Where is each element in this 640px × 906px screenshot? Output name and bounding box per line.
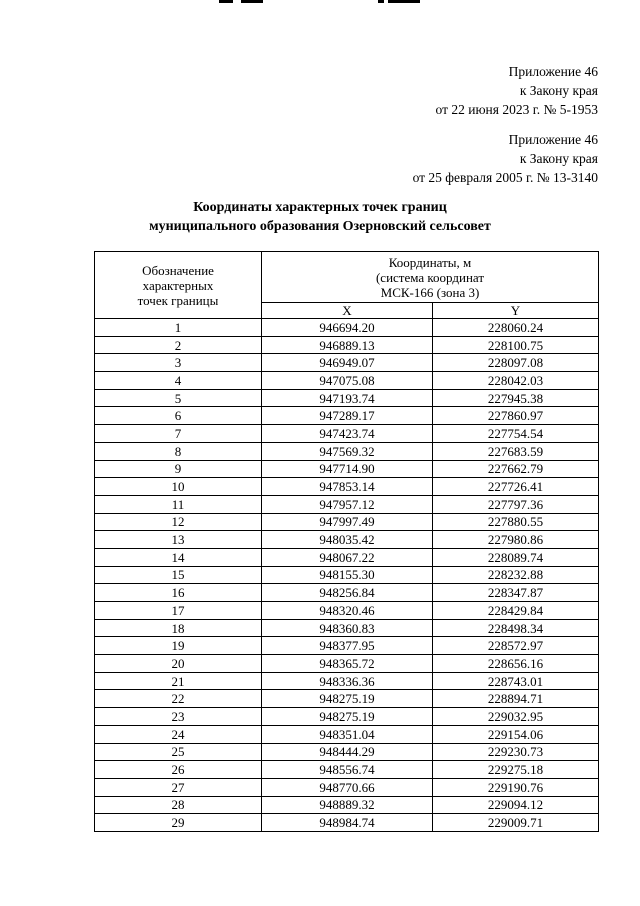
point-number-cell: 25: [95, 743, 262, 761]
y-coordinate-cell: 227683.59: [433, 442, 599, 460]
x-coordinate-cell: 948984.74: [262, 814, 433, 832]
y-coordinate-cell: 227754.54: [433, 425, 599, 443]
x-coordinate-cell: 948360.83: [262, 619, 433, 637]
point-number-cell: 8: [95, 442, 262, 460]
appendix-block-current: [436, 62, 598, 119]
y-coordinate-cell: 227797.36: [433, 495, 599, 513]
point-number-cell: 9: [95, 460, 262, 478]
table-row: [95, 425, 599, 443]
point-number-cell: 7: [95, 425, 262, 443]
scan-mark: [241, 0, 263, 3]
y-coordinate-cell: 228100.75: [433, 336, 599, 354]
table-row: [95, 531, 599, 549]
coordinates-table-body: [95, 319, 599, 832]
table-row: [95, 655, 599, 673]
y-coordinate-cell: 229275.18: [433, 761, 599, 779]
y-coordinate-cell: 227860.97: [433, 407, 599, 425]
point-number-cell: 6: [95, 407, 262, 425]
point-number-cell: 1: [95, 319, 262, 337]
title-line-2: муниципального образования Озерновский сельсовет: [149, 219, 491, 234]
y-coordinate-cell: 229190.76: [433, 778, 599, 796]
point-number-cell: 2: [95, 336, 262, 354]
x-coordinate-cell: 947289.17: [262, 407, 433, 425]
appendix-law-date: от 25 февраля 2005 г. № 13-3140: [412, 170, 598, 185]
table-row: [95, 513, 599, 531]
point-number-cell: 18: [95, 619, 262, 637]
y-coordinate-cell: 228656.16: [433, 655, 599, 673]
table-row: [95, 690, 599, 708]
table-row: [95, 460, 599, 478]
x-coordinate-cell: 946949.07: [262, 354, 433, 372]
table-row: [95, 548, 599, 566]
y-coordinate-cell: 229009.71: [433, 814, 599, 832]
point-number-cell: 16: [95, 584, 262, 602]
x-coordinate-cell: 948889.32: [262, 796, 433, 814]
table-row: [95, 602, 599, 620]
y-coordinate-cell: 227662.79: [433, 460, 599, 478]
appendix-law-ref: к Закону края: [519, 83, 598, 98]
appendix-block-original: [413, 130, 598, 187]
x-coordinate-cell: 948336.36: [262, 672, 433, 690]
table-row: [95, 619, 599, 637]
table-row: [95, 584, 599, 602]
header-point-name: Обозначение характерных точек границы: [95, 252, 262, 319]
x-coordinate-cell: 948320.46: [262, 602, 433, 620]
x-coordinate-cell: 946694.20: [262, 319, 433, 337]
x-coordinate-cell: 948444.29: [262, 743, 433, 761]
x-coordinate-cell: 948275.19: [262, 690, 433, 708]
y-coordinate-cell: 228232.88: [433, 566, 599, 584]
table-row: [95, 743, 599, 761]
table-row: [95, 708, 599, 726]
x-coordinate-cell: 948067.22: [262, 548, 433, 566]
y-coordinate-cell: 229094.12: [433, 796, 599, 814]
scan-mark: [378, 0, 384, 3]
point-number-cell: 14: [95, 548, 262, 566]
table-row: [95, 566, 599, 584]
table-row: [95, 478, 599, 496]
y-coordinate-cell: 228894.71: [433, 690, 599, 708]
header-y: Y: [433, 303, 599, 319]
x-coordinate-cell: 948377.95: [262, 637, 433, 655]
y-coordinate-cell: 228060.24: [433, 319, 599, 337]
x-coordinate-cell: 948155.30: [262, 566, 433, 584]
point-number-cell: 21: [95, 672, 262, 690]
header-coordinates: Координаты, м (система координат МСК-166 (зона 3): [262, 252, 599, 303]
y-coordinate-cell: 228743.01: [433, 672, 599, 690]
x-coordinate-cell: 947193.74: [262, 389, 433, 407]
table-row: [95, 672, 599, 690]
table-row: [95, 407, 599, 425]
point-number-cell: 12: [95, 513, 262, 531]
x-coordinate-cell: 947569.32: [262, 442, 433, 460]
point-number-cell: 13: [95, 531, 262, 549]
point-number-cell: 5: [95, 389, 262, 407]
y-coordinate-cell: 229230.73: [433, 743, 599, 761]
appendix-number: Приложение 46: [508, 132, 598, 147]
point-number-cell: 4: [95, 372, 262, 390]
title-line-1: Координаты характерных точек границ: [193, 200, 447, 215]
x-coordinate-cell: 948275.19: [262, 708, 433, 726]
appendix-law-ref: к Закону края: [519, 151, 598, 166]
appendix-law-date: от 22 июня 2023 г. № 5-1953: [435, 102, 598, 117]
x-coordinate-cell: 947853.14: [262, 478, 433, 496]
appendix-number: Приложение 46: [508, 64, 598, 79]
scan-mark: [388, 0, 420, 3]
table-row: [95, 319, 599, 337]
table-row: [95, 814, 599, 832]
header-x: X: [262, 303, 433, 319]
x-coordinate-cell: 948351.04: [262, 725, 433, 743]
point-number-cell: 19: [95, 637, 262, 655]
table-row: [95, 389, 599, 407]
table-row: [95, 442, 599, 460]
y-coordinate-cell: 227880.55: [433, 513, 599, 531]
x-coordinate-cell: 948256.84: [262, 584, 433, 602]
x-coordinate-cell: 948035.42: [262, 531, 433, 549]
x-coordinate-cell: 948365.72: [262, 655, 433, 673]
y-coordinate-cell: 228042.03: [433, 372, 599, 390]
x-coordinate-cell: 946889.13: [262, 336, 433, 354]
point-number-cell: 23: [95, 708, 262, 726]
table-row: [95, 354, 599, 372]
point-number-cell: 26: [95, 761, 262, 779]
x-coordinate-cell: 948770.66: [262, 778, 433, 796]
point-number-cell: 22: [95, 690, 262, 708]
y-coordinate-cell: 227945.38: [433, 389, 599, 407]
x-coordinate-cell: 947997.49: [262, 513, 433, 531]
x-coordinate-cell: 947957.12: [262, 495, 433, 513]
y-coordinate-cell: 227726.41: [433, 478, 599, 496]
point-number-cell: 28: [95, 796, 262, 814]
y-coordinate-cell: 228097.08: [433, 354, 599, 372]
x-coordinate-cell: 947423.74: [262, 425, 433, 443]
point-number-cell: 29: [95, 814, 262, 832]
x-coordinate-cell: 947075.08: [262, 372, 433, 390]
table-row: [95, 761, 599, 779]
y-coordinate-cell: 228347.87: [433, 584, 599, 602]
y-coordinate-cell: 229154.06: [433, 725, 599, 743]
y-coordinate-cell: 228498.34: [433, 619, 599, 637]
y-coordinate-cell: 227980.86: [433, 531, 599, 549]
y-coordinate-cell: 228089.74: [433, 548, 599, 566]
document-title: [0, 198, 640, 236]
table-row: [95, 778, 599, 796]
coordinates-table: [94, 251, 599, 832]
point-number-cell: 11: [95, 495, 262, 513]
point-number-cell: 17: [95, 602, 262, 620]
x-coordinate-cell: 948556.74: [262, 761, 433, 779]
point-number-cell: 3: [95, 354, 262, 372]
point-number-cell: 24: [95, 725, 262, 743]
scan-top-marks: [0, 0, 640, 6]
point-number-cell: 15: [95, 566, 262, 584]
table-row: [95, 336, 599, 354]
table-row: [95, 637, 599, 655]
table-row: [95, 725, 599, 743]
y-coordinate-cell: 229032.95: [433, 708, 599, 726]
x-coordinate-cell: 947714.90: [262, 460, 433, 478]
table-row: [95, 796, 599, 814]
y-coordinate-cell: 228572.97: [433, 637, 599, 655]
point-number-cell: 27: [95, 778, 262, 796]
table-row: [95, 372, 599, 390]
table-row: [95, 495, 599, 513]
point-number-cell: 20: [95, 655, 262, 673]
point-number-cell: 10: [95, 478, 262, 496]
scan-mark: [219, 0, 233, 3]
y-coordinate-cell: 228429.84: [433, 602, 599, 620]
